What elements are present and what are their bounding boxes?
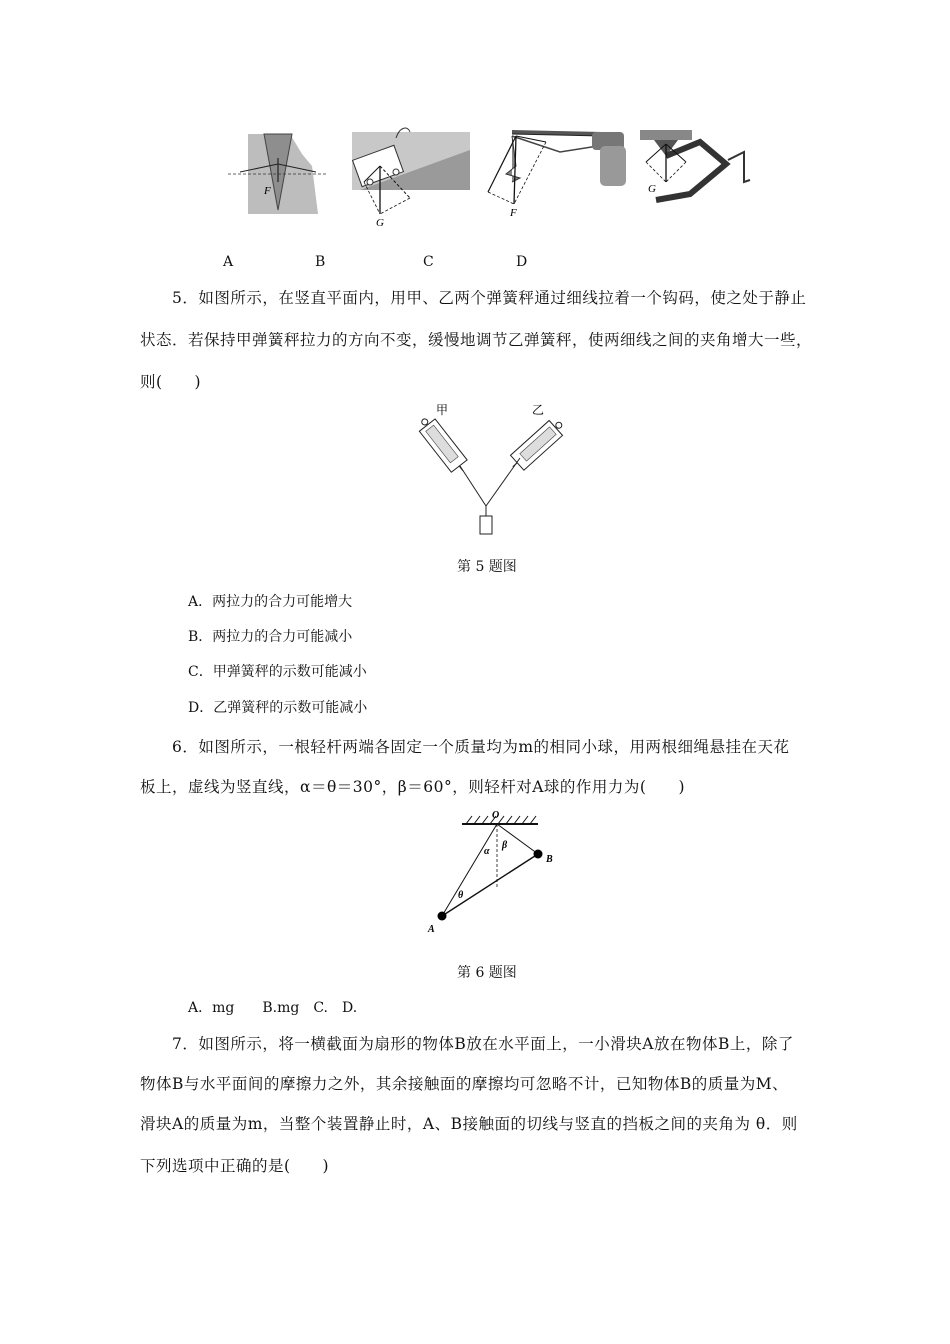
q5-fig-label-jia: 甲 — [436, 403, 449, 417]
q4-option-label-c: C — [423, 254, 434, 270]
q5-option-b[interactable]: B．两拉力的合力可能减小 — [188, 629, 353, 645]
q5-stem-line-3: 则( ) — [140, 373, 202, 391]
q6-label-b: B — [546, 854, 553, 865]
q6-stem-line-2: 板上，虚线为竖直线，α＝θ＝30°，β＝60°，则轻杆对A球的作用力为( ) — [140, 778, 685, 796]
q5-fig-label-yi: 乙 — [532, 403, 545, 417]
q4-fig-c-label: F — [510, 207, 517, 219]
q7-stem-line-3: 滑块A的质量为m，当整个装置静止时，A、B接触面的切线与竖直的挡板之间的夹角为 θ．则 — [140, 1115, 798, 1133]
q7-stem-line-4: 下列选项中正确的是( ) — [140, 1157, 330, 1175]
q5-option-d[interactable]: D．乙弹簧秤的示数可能减小 — [188, 700, 368, 716]
q6-figure-caption: 第 6 题图 — [457, 965, 517, 981]
q6-options-line[interactable]: A．mg B.mg C. D. — [188, 1000, 358, 1016]
q4-fig-a-label: F — [264, 185, 271, 197]
q6-label-a: A — [428, 924, 435, 935]
q5-figure-caption: 第 5 题图 — [457, 559, 517, 575]
q4-figure-b — [352, 128, 470, 229]
q4-fig-d-label: G — [648, 183, 656, 195]
q4-figure-strip — [220, 122, 760, 234]
q7-stem-line-2: 物体B与水平面间的摩擦力之外，其余接触面的摩擦均可忽略不计，已知物体B的质量为M、 — [140, 1075, 789, 1093]
q4-figure-d — [640, 130, 750, 200]
q6-label-o: O — [492, 810, 500, 821]
q6-label-theta: θ — [458, 890, 464, 901]
q4-figure-a — [228, 134, 328, 214]
q4-figure-c — [488, 132, 626, 219]
q5-option-c[interactable]: C．甲弹簧秤的示数可能减小 — [188, 664, 367, 680]
q4-option-label-b: B — [315, 254, 326, 270]
q4-option-label-d: D — [516, 254, 528, 270]
q5-stem-line-2: 状态．若保持甲弹簧秤拉力的方向不变，缓慢地调节乙弹簧秤，使两细线之间的夹角增大一些， — [140, 331, 813, 349]
q6-figure — [420, 806, 560, 938]
q5-figure — [410, 402, 570, 548]
q7-stem-line-1: 7．如图所示，将一横截面为扇形的物体B放在水平面上，一小滑块A放在物体B上，除了 — [172, 1035, 794, 1053]
q6-stem-line-1: 6．如图所示，一根轻杆两端各固定一个质量均为m的相同小球，用两根细绳悬挂在天花 — [172, 738, 790, 756]
q6-label-alpha: α — [484, 846, 490, 857]
q5-stem-line-1: 5．如图所示，在竖直平面内，用甲、乙两个弹簧秤通过细线拉着一个钩码，使之处于静止 — [172, 289, 807, 307]
q4-fig-b-label: G — [376, 217, 384, 229]
q4-option-label-a: A — [223, 254, 234, 270]
q5-option-a[interactable]: A．两拉力的合力可能增大 — [188, 594, 353, 610]
q6-label-beta: β — [502, 840, 508, 851]
